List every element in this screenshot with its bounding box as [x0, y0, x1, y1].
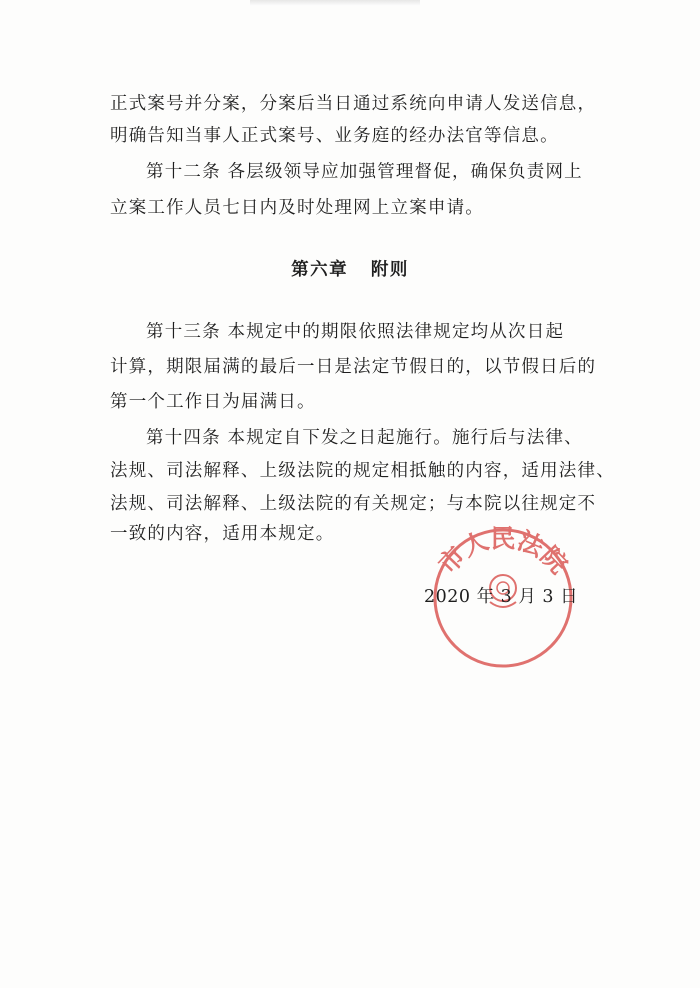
- article-13-line: 第十三条 本规定中的期限依照法律规定均从次日起: [146, 322, 565, 342]
- text-line: 明确告知当事人正式案号、业务庭的经办法官等信息。: [110, 126, 559, 146]
- text-line: 正式案号并分案，分案后当日通过系统向申请人发送信息，: [110, 94, 597, 114]
- text-line: 计算，期限届满的最后一日是法定节假日的，以节假日后的: [110, 357, 597, 377]
- text-line: 一致的内容，适用本规定。: [110, 524, 335, 544]
- article-12-line: 第十二条 各层级领导应加强管理督促，确保负责网上: [146, 162, 583, 182]
- text-line: 法规、司法解释、上级法院的规定相抵触的内容，适用法律、: [110, 461, 615, 481]
- article-14-line: 第十四条 本规定自下发之日起施行。施行后与法律、: [146, 428, 583, 448]
- chapter-heading: 第六章 附则: [291, 260, 409, 280]
- text-line: 立案工作人员七日内及时处理网上立案申请。: [110, 198, 484, 218]
- text-line: 法规、司法解释、上级法院的有关规定；与本院以往规定不: [110, 494, 597, 514]
- scan-edge-mark: [250, 0, 420, 6]
- seal-text: 市人民法院: [432, 523, 574, 580]
- text-line: 第一个工作日为届满日。: [110, 392, 316, 412]
- document-date: 2020 年 3 月 3 日: [424, 587, 579, 607]
